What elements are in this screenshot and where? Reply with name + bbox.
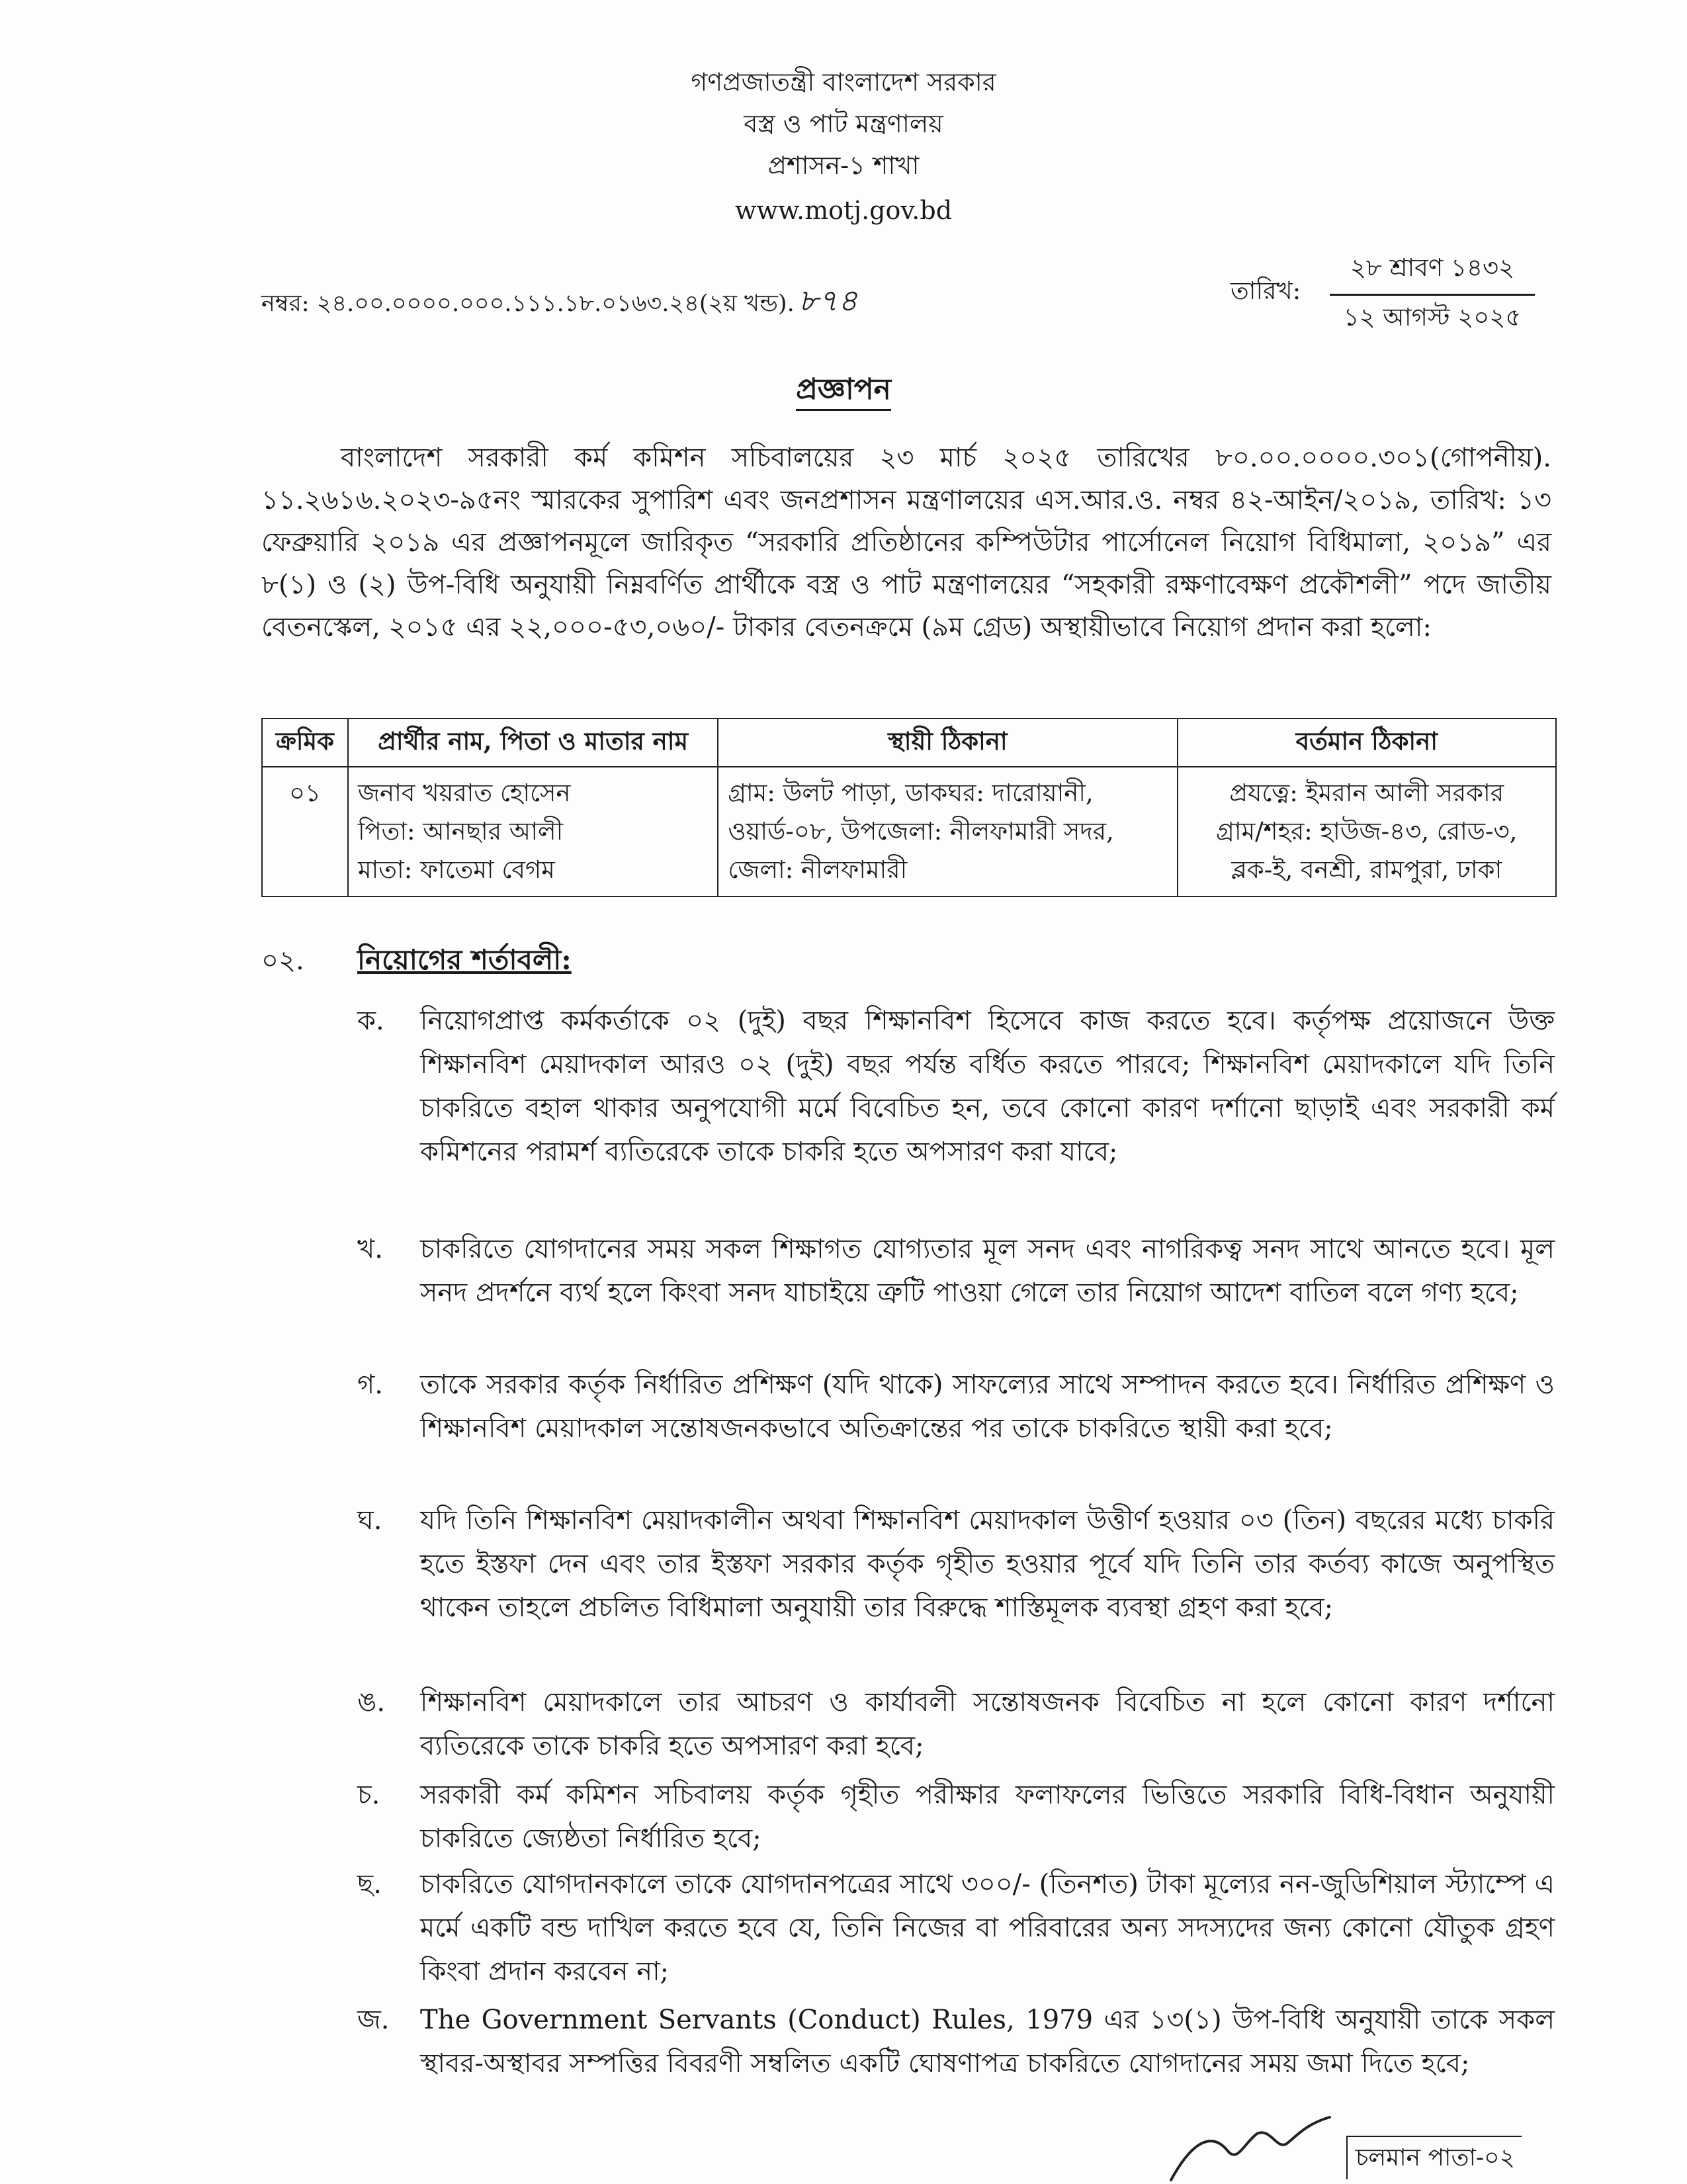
condition-text: চাকরিতে যোগদানের সময় সকল শিক্ষাগত যোগ্যতার মূল সনদ এবং নাগরিকত্ব সনদ সাথে আনতে হবে। মূল সনদ প্রদর্শনে ব্যর্থ হলে কিংবা সনদ যাচাইয়ে ত্রুটি পাওয়া গেলে তার নিয়োগ আদেশ বাতিল বলে গণ্য হবে; (420, 1234, 1555, 1308)
condition-label: ছ. (357, 1869, 382, 1900)
condition-item (357, 1499, 1555, 1630)
condition-text: নিয়োগপ্রাপ্ত কর্মকর্তাকে ০২ (দুই) বছর শিক্ষানবিশ হিসেবে কাজ করতে হবে। কর্তৃপক্ষ প্রয়োজনে উক্ত শিক্ষানবিশ মেয়াদকাল আরও ০২ (দুই) বছর পর্যন্ত বর্ধিত করতে পারবে; শিক্ষানবিশ মেয়াদকালে যদি তিনি চাকরিতে বহাল থাকার অনুপযোগী মর্মে বিবেচিত হন, তবে কোনো কারণ দর্শানো ছাড়াই এবং সরকারী কর্ম কমিশনের পরামর্শ ব্যতিরেকে তাকে চাকরি হতে অপসারণ করা যাবে; (420, 1006, 1555, 1167)
condition-text: The Government Servants (Conduct) Rules, 1979 এর ১৩(১) উপ-বিধি অনুযায়ী তাকে সকল স্থাবর-অস্থাবর সম্পত্তির বিবরণী সম্বলিত একটি ঘোষণাপত্র চাকরিতে যোগদানের সময় জমা দিতে হবে; (420, 2005, 1555, 2079)
condition-label: চ. (357, 1780, 380, 1810)
candidate-table (261, 718, 1557, 897)
condition-item (357, 1681, 1555, 1768)
condition-text: চাকরিতে যোগদানকালে তাকে যোগদানপত্রের সাথে ৩০০/- (তিনশত) টাকা মূল্যের নন-জুডিশিয়াল স্ট্যাম্পে এ মর্মে একটি বন্ড দাখিল করতে হবে যে, তিনি নিজের বা পরিবারের অন্য সদস্যদের জন্য কোনো যৌতুক গ্রহণ কিংবা প্রদান করবেন না; (420, 1869, 1555, 1987)
date-english: ১২ আগস্ট ২০২৫ (1343, 303, 1522, 331)
date-label: তারিখ: (1231, 277, 1301, 305)
table-header-row (262, 719, 1556, 767)
permanent-address-line: জেলা: নীলফামারী (728, 855, 908, 884)
condition-item (357, 1363, 1555, 1450)
candidate-mother: মাতা: ফাতেমা বেগম (357, 855, 555, 884)
present-address-line: ব্লক-ই, বনশ্রী, রামপুরা, ঢাকা (1231, 855, 1502, 884)
cell-permanent-address (718, 767, 1177, 896)
candidate-name: জনাব খয়রাত হোসেন (357, 779, 571, 807)
signature-mark (1164, 2104, 1336, 2184)
col-header-name: প্রার্থীর নাম, পিতা ও মাতার নাম (348, 719, 718, 767)
condition-label: ঘ. (357, 1505, 382, 1536)
condition-text: তাকে সরকার কর্তৃক নির্ধারিত প্রশিক্ষণ (যদি থাকে) সাফল্যের সাথে সম্পাদন করতে হবে। নির্ধারিত প্রশিক্ষণ ও শিক্ষানবিশ মেয়াদকাল সন্তোষজনকভাবে অতিক্রান্তের পর তাকে চাকরিতে স্থায়ী করা হবে; (420, 1370, 1555, 1444)
memo-number-label: নম্বর: ২৪.০০.০০০০.০০০.১১১.১৮.০১৬৩.২৪(২য় খন্ড). (261, 290, 795, 317)
col-header-present-address: বর্তমান ঠিকানা (1178, 719, 1556, 767)
header-ministry: বস্ত্র ও পাট মন্ত্রণালয় (744, 109, 943, 138)
col-header-permanent-address: স্থায়ী ঠিকানা (718, 719, 1177, 767)
continued-page-text: চলমান পাতা-০২ (1356, 2144, 1515, 2171)
memo-number (261, 278, 857, 328)
section-number: ০২. (261, 945, 304, 976)
condition-label: খ. (357, 1234, 383, 1264)
condition-label: গ. (357, 1370, 383, 1400)
cell-present-address (1178, 767, 1556, 896)
notice-title (0, 367, 1687, 415)
present-address-line: প্রযত্নে: ইমরান আলী সরকার (1229, 779, 1504, 807)
condition-text: সরকারী কর্ম কমিশন সচিবালয় কর্তৃক গৃহীত পরীক্ষার ফলাফলের ভিত্তিতে সরকারি বিধি-বিধান অনুযায়ী চাকরিতে জ্যেষ্ঠতা নির্ধারিত হবে; (420, 1780, 1555, 1854)
condition-text: যদি তিনি শিক্ষানবিশ মেয়াদকালীন অথবা শিক্ষানবিশ মেয়াদকাল উত্তীর্ণ হওয়ার ০৩ (তিন) বছরের মধ্যে চাকরি হতে ইস্তফা দেন এবং তার ইস্তফা সরকার কর্তৃক গৃহীত হওয়ার পূর্বে যদি তিনি তার কর্তব্য কাজে অনুপস্থিত থাকেন তাহলে প্রচলিত বিধিমালা অনুযায়ী তার বিরুদ্ধে শাস্তিমূলক ব্যবস্থা গ্রহণ করা হবে; (420, 1505, 1555, 1623)
condition-label: ক. (357, 1006, 384, 1036)
section-title: নিয়োগের শর্তাবলী: (357, 943, 572, 976)
date-bangla: ২৮ শ্রাবণ ১৪৩২ (1330, 248, 1535, 296)
header-branch: প্রশাসন-১ শাখা (767, 151, 920, 180)
condition-label: ঙ. (357, 1687, 386, 1718)
condition-item (357, 1773, 1555, 1860)
cell-serial: ০১ (262, 767, 348, 896)
col-header-serial: ক্রমিক (262, 719, 348, 767)
candidate-father: পিতা: আনছার আলী (357, 817, 564, 846)
memo-number-handwritten: ৮৭৪ (798, 283, 858, 318)
header-government: গণপ্রজাতন্ত্রী বাংলাদেশ সরকার (691, 67, 996, 97)
condition-label: জ. (357, 2005, 390, 2035)
condition-item (357, 1998, 1555, 2085)
cell-name (348, 767, 718, 896)
condition-item (357, 1862, 1555, 1993)
condition-text: শিক্ষানবিশ মেয়াদকালে তার আচরণ ও কার্যাবলী সন্তোষজনক বিবেচিত না হলে কোনো কারণ দর্শানো ব্যতিরেকে তাকে চাকরি হতে অপসারণ করা হবে; (420, 1687, 1555, 1761)
condition-item (357, 999, 1555, 1174)
condition-item (357, 1227, 1555, 1315)
continued-page-label (1346, 2136, 1522, 2179)
permanent-address-line: গ্রাম: উলট পাড়া, ডাকঘর: দারোয়ানী, (728, 779, 1094, 807)
present-address-line: গ্রাম/শহর: হাউজ-৪৩, রোড-৩, (1216, 817, 1518, 846)
table-row (262, 767, 1556, 896)
notice-title-text: প্রজ্ঞাপন (796, 372, 891, 411)
header-website: www.motj.gov.bd (734, 196, 953, 225)
permanent-address-line: ওয়ার্ড-০৮, উপজেলা: নীলফামারী সদর, (728, 817, 1114, 846)
intro-paragraph: বাংলাদেশ সরকারী কর্ম কমিশন সচিবালয়ের ২৩ মার্চ ২০২৫ তারিখের ৮০.০০.০০০০.৩০১(গোপনীয়). ১১.২৬১৬.২০২৩-৯৫নং স্মারকের সুপারিশ এবং জনপ্রশাসন মন্ত্রণালয়ের এস.আর.ও. নম্বর ৪২-আইন/২০১৯, তারিখ: ১৩ ফেব্রুয়ারি ২০১৯ এর প্রজ্ঞাপনমূলে জারিকৃত “সরকারি প্রতিষ্ঠানের কম্পিউটার পার্সোনেল নিয়োগ বিধিমালা, ২০১৯” এর ৮(১) ও (২) উপ-বিধি অনুযায়ী নিম্নবর্ণিত প্রার্থীকে বস্ত্র ও পাট মন্ত্রণালয়ের “সহকারী রক্ষণাবেক্ষণ প্রকৌশলী” পদে জাতীয় বেতনস্কেল, ২০১৫ এর ২২,০০০-৫৩,০৬০/- টাকার বেতনক্রমে (৯ম গ্রেড) অস্থায়ীভাবে নিয়োগ প্রদান করা হলো: (261, 443, 1551, 642)
